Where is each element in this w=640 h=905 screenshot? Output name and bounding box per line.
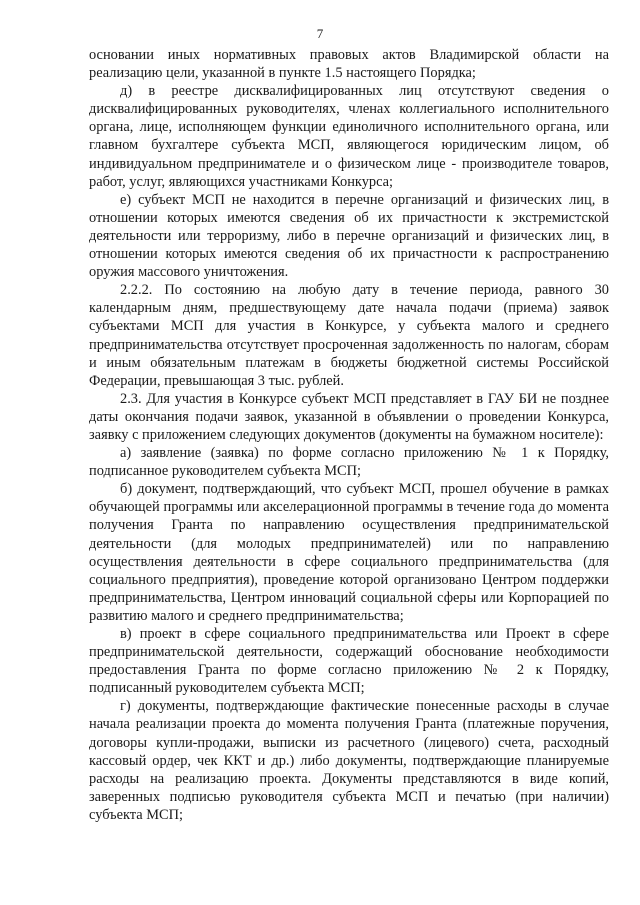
paragraph: е) субъект МСП не находится в перечне организаций и физических лиц, в отношении которых имеются сведения об их причастности к экстремистской деятельности или терроризму, либо в перечне организаций и физических лиц, в отношении которых имеются сведения об их причастности к распространению оружия массового уничтожения. bbox=[89, 191, 609, 281]
paragraph: б) документ, подтверждающий, что субъект МСП, прошел обучение в рамках обучающей программы или акселерационной программы в течение года до момента получения Гранта по направлению осуществления предпринимательской деятельности (для молодых предпринимателей) или по направлению осуществления деятельности в сфере социального предпринимательства (для социального предприятия), проведение которой организовано Центром поддержки предпринимательства, Центром инноваций социальной сферы или Корпорацией по развитию малого и среднего предпринимательства; bbox=[89, 481, 609, 624]
paragraph: 2.3. Для участия в Конкурсе субъект МСП представляет в ГАУ БИ не позднее даты окончания подачи заявок, указанной в объявлении о проведении Конкурса, заявку с приложением следующих документов (документы на бумажном носителе): bbox=[89, 390, 609, 443]
paragraph: д) в реестре дисквалифицированных лиц отсутствуют сведения о дисквалифицированных руководителях, членах коллегиального исполнительного органа, лице, исполняющем функции единоличного исполнительного органа, или главном бухгалтере субъекта МСП, являющегося юридическим лицом, об индивидуальном предпринимателе и о физическом лице - производителе товаров, работ, услуг, являющихся участниками Конкурса; bbox=[89, 83, 609, 190]
paragraph: в) проект в сфере социального предпринимательства или Проект в сфере предпринимательской деятельности, содержащий обоснование необходимости предоставления Гранта по форме согласно приложению № 2 к Порядку, подписанный руководителем субъекта МСП; bbox=[89, 626, 609, 697]
paragraph: 2.2.2. По состоянию на любую дату в течение периода, равного 30 календарным дням, предшествующему дате начала подачи (приема) заявок субъектами МСП для участия в Конкурсе, у субъекта малого и среднего предпринимательства отсутствует просроченная задолженность по налогам, сборам и иным обязательным платежам в бюджеты бюджетной системы Российской Федерации, превышающая 3 тыс. рублей. bbox=[89, 282, 609, 389]
paragraph: а) заявление (заявка) по форме согласно приложению № 1 к Порядку, подписанное руководителем субъекта МСП; bbox=[89, 445, 609, 480]
page-number: 7 bbox=[316, 26, 324, 41]
document-body bbox=[89, 46, 609, 824]
paragraph: основании иных нормативных правовых актов Владимирской области на реализацию цели, указанной в пункте 1.5 настоящего Порядка; bbox=[89, 47, 609, 82]
paragraph: г) документы, подтверждающие фактические понесенные расходы в случае начала реализации проекта до момента получения Гранта (платежные поручения, договоры купли-продажи, выписки из расчетного (лицевого) счета, расходный кассовый ордер, чек ККТ и др.) либо документы, подтверждающие планируемые расходы на реализацию проекта. Документы представляются в виде копий, заверенных подписью руководителя субъекта МСП и печатью (при наличии) субъекта МСП; bbox=[89, 698, 609, 823]
